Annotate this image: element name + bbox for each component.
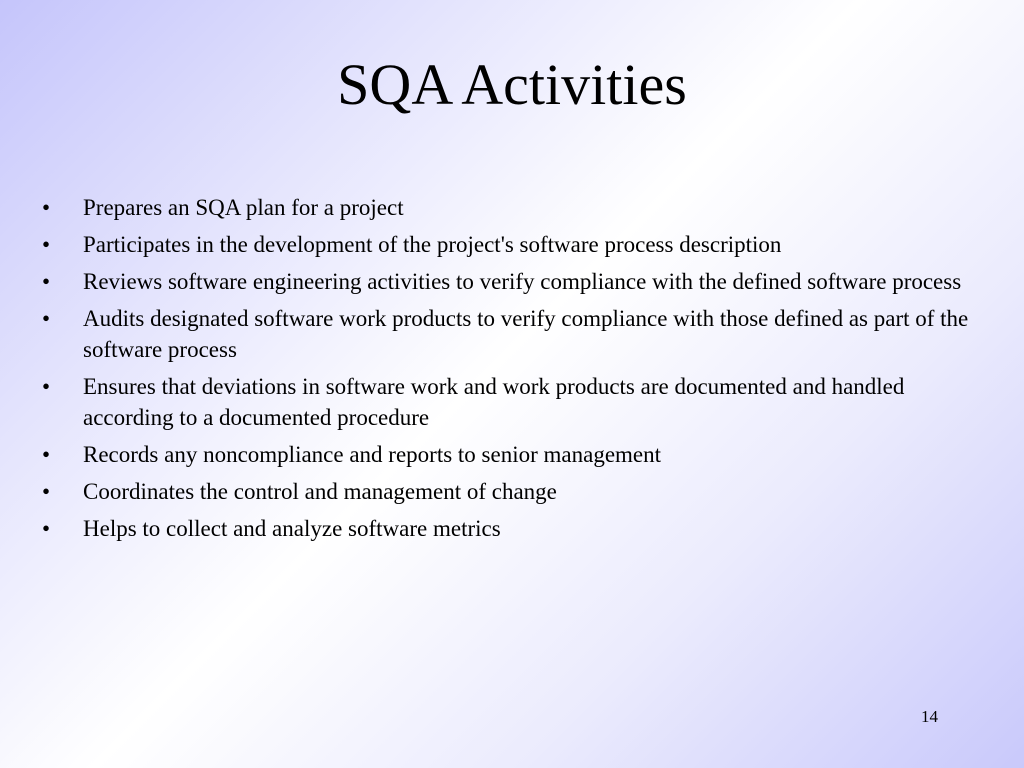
bullet-text: Prepares an SQA plan for a project xyxy=(83,195,404,220)
list-item xyxy=(42,266,992,297)
list-item xyxy=(42,303,992,365)
bullet-icon: • xyxy=(42,195,51,220)
list-item xyxy=(42,229,992,260)
bullet-text: Reviews software engineering activities to verify compliance with the defined software process xyxy=(83,269,962,294)
slide-title: SQA Activities xyxy=(337,52,687,117)
bullet-text: Coordinates the control and management of change xyxy=(83,479,557,504)
list-item xyxy=(42,513,992,544)
bullet-text: Ensures that deviations in software work and work products are documented and handled according to a documented procedure xyxy=(83,374,911,430)
bullet-icon: • xyxy=(42,479,51,504)
slide-number: 14 xyxy=(921,707,938,726)
list-item xyxy=(42,192,992,223)
bullet-text: Helps to collect and analyze software metrics xyxy=(83,516,501,541)
bullet-icon: • xyxy=(42,374,51,399)
bullet-text: Participates in the development of the project's software process description xyxy=(83,232,782,257)
bullet-icon: • xyxy=(42,442,51,467)
list-item xyxy=(42,371,992,433)
bullet-text: Audits designated software work products to verify compliance with those defined as part of the software process xyxy=(83,306,980,362)
list-item xyxy=(42,439,992,470)
bullet-icon: • xyxy=(42,269,51,294)
bullet-icon: • xyxy=(42,306,51,331)
bullet-icon: • xyxy=(42,516,51,541)
bullet-text: Records any noncompliance and reports to senior management xyxy=(83,442,662,467)
list-item xyxy=(42,476,992,507)
bullet-icon: • xyxy=(42,232,51,257)
bullet-list xyxy=(42,192,992,550)
